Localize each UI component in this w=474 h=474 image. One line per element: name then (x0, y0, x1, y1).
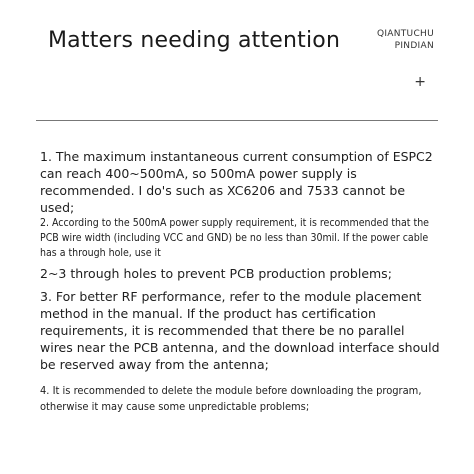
note-1: 1. The maximum instantaneous current consumption of ESPC2 can reach 400~500mA, so 500mA power supply is recommended. I do's such as XC6206 and 7533 cannot be used; (40, 149, 433, 215)
spacer (40, 373, 440, 383)
page-title: Matters needing attention (48, 28, 341, 53)
brand-line-1: QIANTUCHU (376, 29, 434, 39)
note-2-part-2: 2~3 through holes to prevent PCB production problems; (40, 266, 392, 281)
brand-logo-text (377, 28, 434, 52)
note-4: 4. It is recommended to delete the module before downloading the program, otherwise it may cause some unpredictable problems; (40, 384, 422, 413)
divider (36, 120, 438, 121)
brand-line-2: PINDIAN (394, 41, 434, 51)
note-3: 3. For better RF performance, refer to the module placement method in the manual. If the product has certification requirements, it is recommended that there be no parallel wires near the PCB antenna, and the download interface should be reserved away from the antenna; (40, 289, 440, 372)
plus-icon: + (414, 74, 426, 90)
notes-section (40, 148, 440, 415)
note-2-part-1: 2. According to the 500mA power supply requirement, it is recommended that the PCB wire width (including VCC and GND) be no less than 30mil. If the power cable has a through hole, use it (40, 217, 429, 259)
